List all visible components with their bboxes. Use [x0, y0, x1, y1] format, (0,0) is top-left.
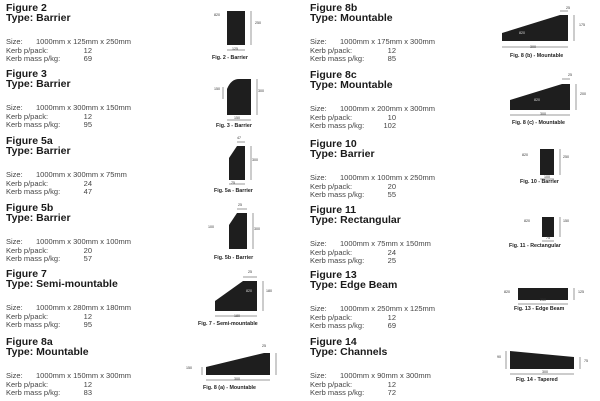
dim-label: 300: [542, 370, 548, 374]
figure-heading: Figure 11: [310, 204, 357, 216]
dim-label: 150: [214, 87, 220, 91]
dim-label: 820: [524, 219, 530, 223]
pack-value: 12: [387, 312, 396, 322]
figure-heading: Figure 8b: [310, 2, 358, 14]
pack-value: 12: [83, 311, 92, 321]
figure-type: Type: Edge Beam: [310, 279, 398, 291]
figure-5a-drawing: [215, 140, 265, 190]
mass-value: 55: [387, 190, 396, 200]
dim-label: 75: [546, 236, 550, 240]
dim-label: 820: [522, 153, 528, 157]
mass-value: 72: [387, 388, 396, 398]
mass-value: 69: [387, 321, 396, 331]
figure-caption: Fig. 8 (c) - Mountable: [512, 120, 565, 126]
dim-label: 250: [563, 155, 569, 159]
size-label: Size:: [310, 239, 327, 248]
figure-5b-drawing: [215, 207, 265, 257]
kerb-profile: [510, 84, 570, 110]
figure-5a-entry: [0, 136, 300, 200]
dim-label: 820: [504, 290, 510, 294]
figure-specs: [310, 372, 431, 398]
figure-heading: Figure 5b: [6, 202, 54, 214]
size-value: 1000mm x 300mm x 75mm: [36, 170, 127, 179]
figure-type: Type: Barrier: [310, 148, 375, 160]
figure-type: Type: Mountable: [6, 346, 89, 358]
dim-label: 300: [254, 227, 260, 231]
figure-specs: [6, 104, 131, 130]
size-label: Size:: [6, 303, 23, 312]
figure-11-entry: [304, 205, 600, 269]
figure-8b-drawing: [490, 7, 590, 57]
size-label: Size:: [6, 371, 23, 380]
dim-label: 125: [232, 47, 238, 51]
figure-heading: Figure 8a: [6, 336, 53, 348]
mass-label: Kerb mass p/kg:: [6, 254, 61, 264]
figure-caption: Fig. 8 (b) - Mountable: [510, 53, 564, 59]
figure-8c-entry: [304, 70, 600, 134]
mass-value: 102: [383, 121, 396, 131]
kerb-profile: [227, 79, 251, 115]
pack-label: Kerb p/pack:: [6, 311, 49, 321]
figure-2-entry: [0, 3, 300, 67]
pack-value: 24: [83, 178, 92, 188]
dim-label: 25: [238, 203, 242, 207]
kerb-profile: [510, 351, 574, 369]
figure-specs: [310, 174, 435, 200]
dim-label: 90: [497, 355, 501, 359]
size-label: Size:: [310, 304, 327, 313]
pack-label: Kerb p/pack:: [310, 247, 353, 257]
dim-label: 300: [258, 89, 264, 93]
figure-5b-entry: [0, 203, 300, 267]
figure-3-entry: [0, 69, 300, 133]
figure-heading: Figure 14: [310, 336, 357, 348]
figure-8a-entry: [0, 337, 300, 401]
size-label: Size:: [6, 170, 23, 179]
figure-caption: Fig. 11 - Rectangular: [509, 243, 561, 249]
dim-label: 820: [214, 13, 220, 17]
mass-label: Kerb mass p/kg:: [310, 190, 365, 200]
mass-label: Kerb mass p/kg:: [310, 121, 365, 131]
mass-value: 85: [387, 54, 396, 64]
mass-label: Kerb mass p/kg:: [310, 388, 365, 398]
mass-label: Kerb mass p/kg:: [310, 54, 365, 64]
pack-value: 12: [83, 379, 92, 389]
size-label: Size:: [310, 104, 327, 113]
figure-14-entry: [304, 337, 600, 401]
mass-value: 95: [83, 320, 92, 330]
figure-specs: [6, 38, 131, 64]
dim-label: 300: [540, 112, 546, 116]
size-value: 1000mm x 90mm x 300mm: [340, 371, 431, 380]
pack-value: 12: [83, 111, 92, 121]
size-value: 1000mm x 250mm x 125mm: [340, 304, 436, 313]
kerb-profile: [206, 353, 270, 375]
mass-value: 83: [83, 388, 92, 398]
figure-type: Type: Semi-mountable: [6, 278, 118, 290]
mass-label: Kerb mass p/kg:: [310, 256, 365, 266]
figure-7-drawing: [205, 273, 285, 323]
dim-label: 300: [234, 377, 240, 381]
dim-label: 300: [530, 45, 536, 49]
mass-label: Kerb mass p/kg:: [6, 120, 61, 130]
figure-heading: Figure 10: [310, 138, 357, 150]
figure-caption: Fig. 7 - Semi-mountable: [198, 321, 258, 327]
figure-specs: [310, 105, 435, 131]
mass-value: 69: [83, 54, 92, 64]
size-value: 1000mm x 175mm x 300mm: [340, 37, 436, 46]
figure-heading: Figure 13: [310, 269, 357, 281]
kerb-profile: [540, 149, 554, 175]
dim-label: 820: [519, 31, 525, 35]
figure-8a-drawing: [190, 343, 290, 388]
dim-label: 250: [540, 298, 546, 302]
dim-label: 820: [246, 289, 252, 293]
pack-label: Kerb p/pack:: [6, 178, 49, 188]
size-label: Size:: [6, 103, 23, 112]
dim-label: 125: [578, 290, 584, 294]
size-value: 1000mm x 75mm x 150mm: [340, 239, 431, 248]
pack-label: Kerb p/pack:: [310, 312, 353, 322]
pack-label: Kerb p/pack:: [6, 379, 49, 389]
figure-13-entry: [304, 270, 600, 334]
mass-label: Kerb mass p/kg:: [310, 321, 365, 331]
pack-label: Kerb p/pack:: [310, 379, 353, 389]
pack-label: Kerb p/pack:: [310, 181, 353, 191]
figure-10-entry: [304, 139, 600, 203]
figure-heading: Figure 2: [6, 2, 47, 14]
figure-caption: Fig. 5a - Barrier: [214, 188, 253, 194]
pack-value: 20: [83, 245, 92, 255]
kerb-profile: [502, 15, 568, 41]
figure-heading: Figure 7: [6, 268, 47, 280]
pack-value: 24: [387, 247, 396, 257]
dim-label: 75: [231, 181, 235, 185]
figure-specs: [310, 240, 431, 266]
figure-7-entry: [0, 269, 300, 333]
figure-type: Type: Barrier: [6, 78, 71, 90]
figure-specs: [6, 372, 131, 398]
size-label: Size:: [6, 37, 23, 46]
size-label: Size:: [310, 173, 327, 182]
pack-label: Kerb p/pack:: [310, 45, 353, 55]
size-value: 1000mm x 300mm x 100mm: [36, 237, 132, 246]
figure-specs: [6, 171, 127, 197]
figure-specs: [310, 38, 435, 64]
dim-label: 300: [252, 158, 258, 162]
dim-label: 100: [544, 175, 550, 179]
dim-label: 150: [186, 366, 192, 370]
right-column: [304, 0, 600, 400]
size-value: 1000mm x 280mm x 180mm: [36, 303, 132, 312]
size-label: Size:: [310, 37, 327, 46]
size-value: 1000mm x 125mm x 250mm: [36, 37, 132, 46]
size-label: Size:: [310, 371, 327, 380]
mass-value: 47: [83, 187, 92, 197]
figure-caption: Fig. 13 - Edge Beam: [514, 306, 565, 312]
figure-heading: Figure 3: [6, 68, 47, 80]
figure-caption: Fig. 3 - Barrier: [216, 123, 252, 129]
figure-type: Type: Mountable: [310, 79, 393, 91]
figure-3-drawing: [213, 75, 273, 125]
dim-label: 47: [237, 136, 241, 140]
figure-type: Type: Channels: [310, 346, 388, 358]
dim-label: 75: [584, 359, 588, 363]
figure-13-drawing: [504, 280, 594, 320]
dim-label: 175: [579, 23, 585, 27]
pack-label: Kerb p/pack:: [6, 111, 49, 121]
kerb-profile: [229, 146, 245, 180]
figure-specs: [310, 305, 435, 331]
figure-type: Type: Mountable: [310, 12, 393, 24]
pack-value: 12: [387, 45, 396, 55]
size-value: 1000mm x 150mm x 300mm: [36, 371, 132, 380]
dim-label: 250: [255, 21, 261, 25]
figure-type: Type: Barrier: [6, 145, 71, 157]
dim-label: 820: [534, 98, 540, 102]
dim-label: 180: [266, 289, 272, 293]
mass-value: 57: [83, 254, 92, 264]
pack-value: 12: [387, 379, 396, 389]
pack-label: Kerb p/pack:: [6, 245, 49, 255]
dim-label: 150: [563, 219, 569, 223]
figure-8b-entry: [304, 3, 600, 67]
figure-2-drawing: [213, 9, 273, 59]
kerb-profile: [229, 213, 247, 249]
dim-label: 200: [580, 92, 586, 96]
figure-type: Type: Barrier: [6, 212, 71, 224]
figure-caption: Fig. 2 - Barrier: [212, 55, 248, 61]
pack-label: Kerb p/pack:: [6, 45, 49, 55]
mass-label: Kerb mass p/kg:: [6, 388, 61, 398]
figure-caption: Fig. 10 - Barrier: [520, 179, 559, 185]
pack-value: 12: [83, 45, 92, 55]
figure-heading: Figure 5a: [6, 135, 53, 147]
kerb-profile: [542, 217, 554, 237]
size-value: 1000mm x 300mm x 150mm: [36, 103, 132, 112]
mass-value: 95: [83, 120, 92, 130]
left-column: [0, 0, 300, 400]
mass-label: Kerb mass p/kg:: [6, 320, 61, 330]
figure-type: Type: Barrier: [6, 12, 71, 24]
figure-specs: [6, 238, 131, 264]
size-value: 1000mm x 100mm x 250mm: [340, 173, 436, 182]
figure-caption: Fig. 14 - Tapered: [516, 377, 558, 383]
pack-value: 10: [387, 112, 396, 122]
kerb-profile: [227, 11, 245, 45]
mass-label: Kerb mass p/kg:: [6, 54, 61, 64]
size-value: 1000mm x 200mm x 300mm: [340, 104, 436, 113]
dim-label: 25: [568, 73, 572, 77]
figure-specs: [6, 304, 131, 330]
dim-label: 25: [262, 344, 266, 348]
dim-label: 25: [566, 6, 570, 10]
figure-caption: Fig. 8 (a) - Mountable: [203, 385, 256, 391]
dim-label: 100: [208, 225, 214, 229]
dim-label: 25: [248, 270, 252, 274]
mass-value: 25: [387, 256, 396, 266]
pack-value: 20: [387, 181, 396, 191]
figure-8c-drawing: [490, 74, 590, 124]
dim-label: 150: [234, 116, 240, 120]
pack-label: Kerb p/pack:: [310, 112, 353, 122]
size-label: Size:: [6, 237, 23, 246]
mass-label: Kerb mass p/kg:: [6, 187, 61, 197]
figure-heading: Figure 8c: [310, 69, 357, 81]
figure-caption: Fig. 5b - Barrier: [214, 255, 254, 261]
kerb-profile: [215, 281, 257, 311]
dim-label: 180: [234, 314, 240, 318]
figure-type: Type: Rectangular: [310, 214, 401, 226]
